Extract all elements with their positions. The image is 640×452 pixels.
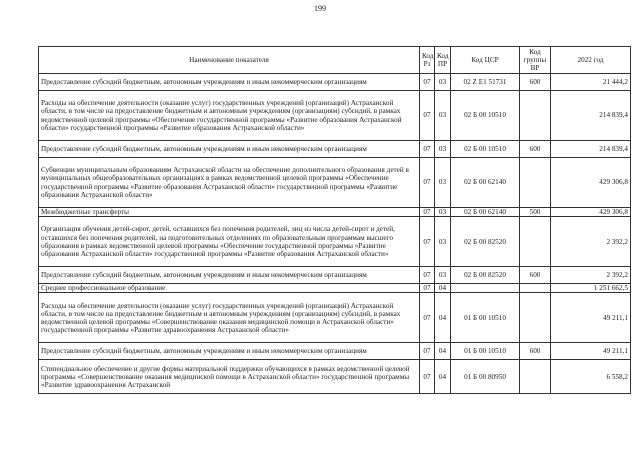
row-rz: 07 [420, 141, 435, 158]
row-amount: 21 444,2 [551, 74, 631, 91]
header-vr: Код группы ВР [520, 47, 551, 74]
row-csr: 02 Б 00 82520 [451, 217, 520, 267]
header-csr: Код ЦСР [451, 47, 520, 74]
row-csr [451, 284, 520, 293]
row-csr: 02 Б 00 62140 [451, 208, 520, 217]
row-rz: 07 [420, 74, 435, 91]
header-year: 2022 год [551, 47, 631, 74]
row-amount: 214 839,4 [551, 91, 631, 141]
row-amount: 49 211,1 [551, 293, 631, 343]
row-rz: 07 [420, 91, 435, 141]
row-rz: 07 [420, 360, 435, 394]
row-vr [520, 91, 551, 141]
row-vr [520, 360, 551, 394]
row-csr: 02 Z E1 51731 [451, 74, 520, 91]
row-pr: 03 [435, 74, 451, 91]
row-pr: 03 [435, 91, 451, 141]
row-pr: 04 [435, 293, 451, 343]
row-rz: 07 [420, 284, 435, 293]
table-row [39, 360, 631, 394]
row-pr: 04 [435, 360, 451, 394]
row-vr: 600 [520, 74, 551, 91]
row-amount: 6 558,2 [551, 360, 631, 394]
row-rz: 07 [420, 343, 435, 360]
header-name: Наименование показателя [39, 47, 420, 74]
row-pr: 03 [435, 208, 451, 217]
row-name: Предоставление субсидий бюджетным, автономным учреждениям и иным некоммерческим организациям [39, 141, 420, 158]
header-rz: Код Рз [420, 47, 435, 74]
table-row [39, 293, 631, 343]
row-amount: 429 306,8 [551, 158, 631, 208]
row-vr: 600 [520, 267, 551, 284]
row-csr: 01 Б 00 10510 [451, 293, 520, 343]
row-vr [520, 293, 551, 343]
table-row [39, 217, 631, 267]
row-name: Межбюджетные трансферты [39, 208, 420, 217]
table-row [39, 158, 631, 208]
row-name: Расходы на обеспечение деятельности (оказание услуг) государственных учреждений (организаций) Астраханской области, в том числе на предоставление бюджетным и автономным учреждениям (организациям) субсидий, в рамках ведомственной целевой программы «Совершенствование оказания медицинской помощи в Астраханской области» государственной программы «Развитие здравоохранения Астраханской области» [39, 293, 420, 343]
row-name: Субвенции муниципальным образованиям Астраханской области на обеспечение дополнительного образования детей в муниципальных общеобразовательных организациях в рамках ведомственной целевой программы «Обеспечение государственной программы «Развитие образования Астраханской области» государственной программы «Развитие образования Астраханской области» [39, 158, 420, 208]
row-amount: 429 306,8 [551, 208, 631, 217]
budget-table [38, 46, 631, 394]
table-header-row [39, 47, 631, 74]
page-number: 199 [314, 4, 326, 13]
row-rz: 07 [420, 267, 435, 284]
table-row [39, 74, 631, 91]
table-row [39, 91, 631, 141]
row-vr: 500 [520, 208, 551, 217]
row-rz: 07 [420, 208, 435, 217]
row-vr: 600 [520, 141, 551, 158]
row-vr: 600 [520, 343, 551, 360]
row-amount: 49 211,1 [551, 343, 631, 360]
row-pr: 04 [435, 343, 451, 360]
row-amount: 2 392,2 [551, 217, 631, 267]
row-pr: 04 [435, 284, 451, 293]
row-amount: 214 839,4 [551, 141, 631, 158]
row-name: Среднее профессиональное образование [39, 284, 420, 293]
table-row [39, 208, 631, 217]
row-csr: 02 Б 00 10510 [451, 91, 520, 141]
row-csr: 02 Б 00 62140 [451, 158, 520, 208]
row-vr [520, 217, 551, 267]
row-amount: 2 392,2 [551, 267, 631, 284]
row-csr: 01 Б 00 10510 [451, 343, 520, 360]
row-csr: 02 Б 00 10510 [451, 141, 520, 158]
row-pr: 03 [435, 158, 451, 208]
table-row [39, 267, 631, 284]
table-row [39, 141, 631, 158]
table-row [39, 284, 631, 293]
row-name: Стипендиальное обеспечение и другие формы материальной поддержки обучающихся в рамках ведомственной целевой программы «Совершенствование оказания медицинской помощи в Астраханской области» государственной программы «Развитие здравоохранения Астраханской [39, 360, 420, 394]
row-name: Расходы на обеспечение деятельности (оказание услуг) государственных учреждений (организаций) Астраханской области, в том числе на предоставление бюджетным и автономным учреждениям (организациям) субсидий, в рамках ведомственной целевой программы «Обеспечение государственной программы «Развитие образования Астраханской области» государственной программы «Развитие образования Астраханской области» [39, 91, 420, 141]
row-name: Предоставление субсидий бюджетным, автономным учреждениям и иным некоммерческим организациям [39, 74, 420, 91]
row-csr: 01 Б 00 80950 [451, 360, 520, 394]
row-name: Предоставление субсидий бюджетным, автономным учреждениям и иным некоммерческим организациям [39, 343, 420, 360]
row-pr: 03 [435, 141, 451, 158]
row-rz: 07 [420, 158, 435, 208]
row-vr [520, 158, 551, 208]
header-pr: Код ПР [435, 47, 451, 74]
row-name: Организация обучения детей-сирот, детей, оставшихся без попечения родителей, лиц из числа детей-сирот и детей, оставшихся без попечения родителей, на подготовительных отделениях по образовательным программам высшего образования в рамках ведомственной целевой программы «Обеспечение государственной программы «Развитие образования Астраханской области» государственной программы «Развитие образования Астраханской области» [39, 217, 420, 267]
row-vr [520, 284, 551, 293]
row-pr: 03 [435, 267, 451, 284]
row-pr: 03 [435, 217, 451, 267]
row-rz: 07 [420, 217, 435, 267]
table-row [39, 343, 631, 360]
row-name: Предоставление субсидий бюджетным, автономным учреждениям и иным некоммерческим организациям [39, 267, 420, 284]
row-amount: 1 251 662,5 [551, 284, 631, 293]
row-rz: 07 [420, 293, 435, 343]
row-csr: 02 Б 00 82520 [451, 267, 520, 284]
